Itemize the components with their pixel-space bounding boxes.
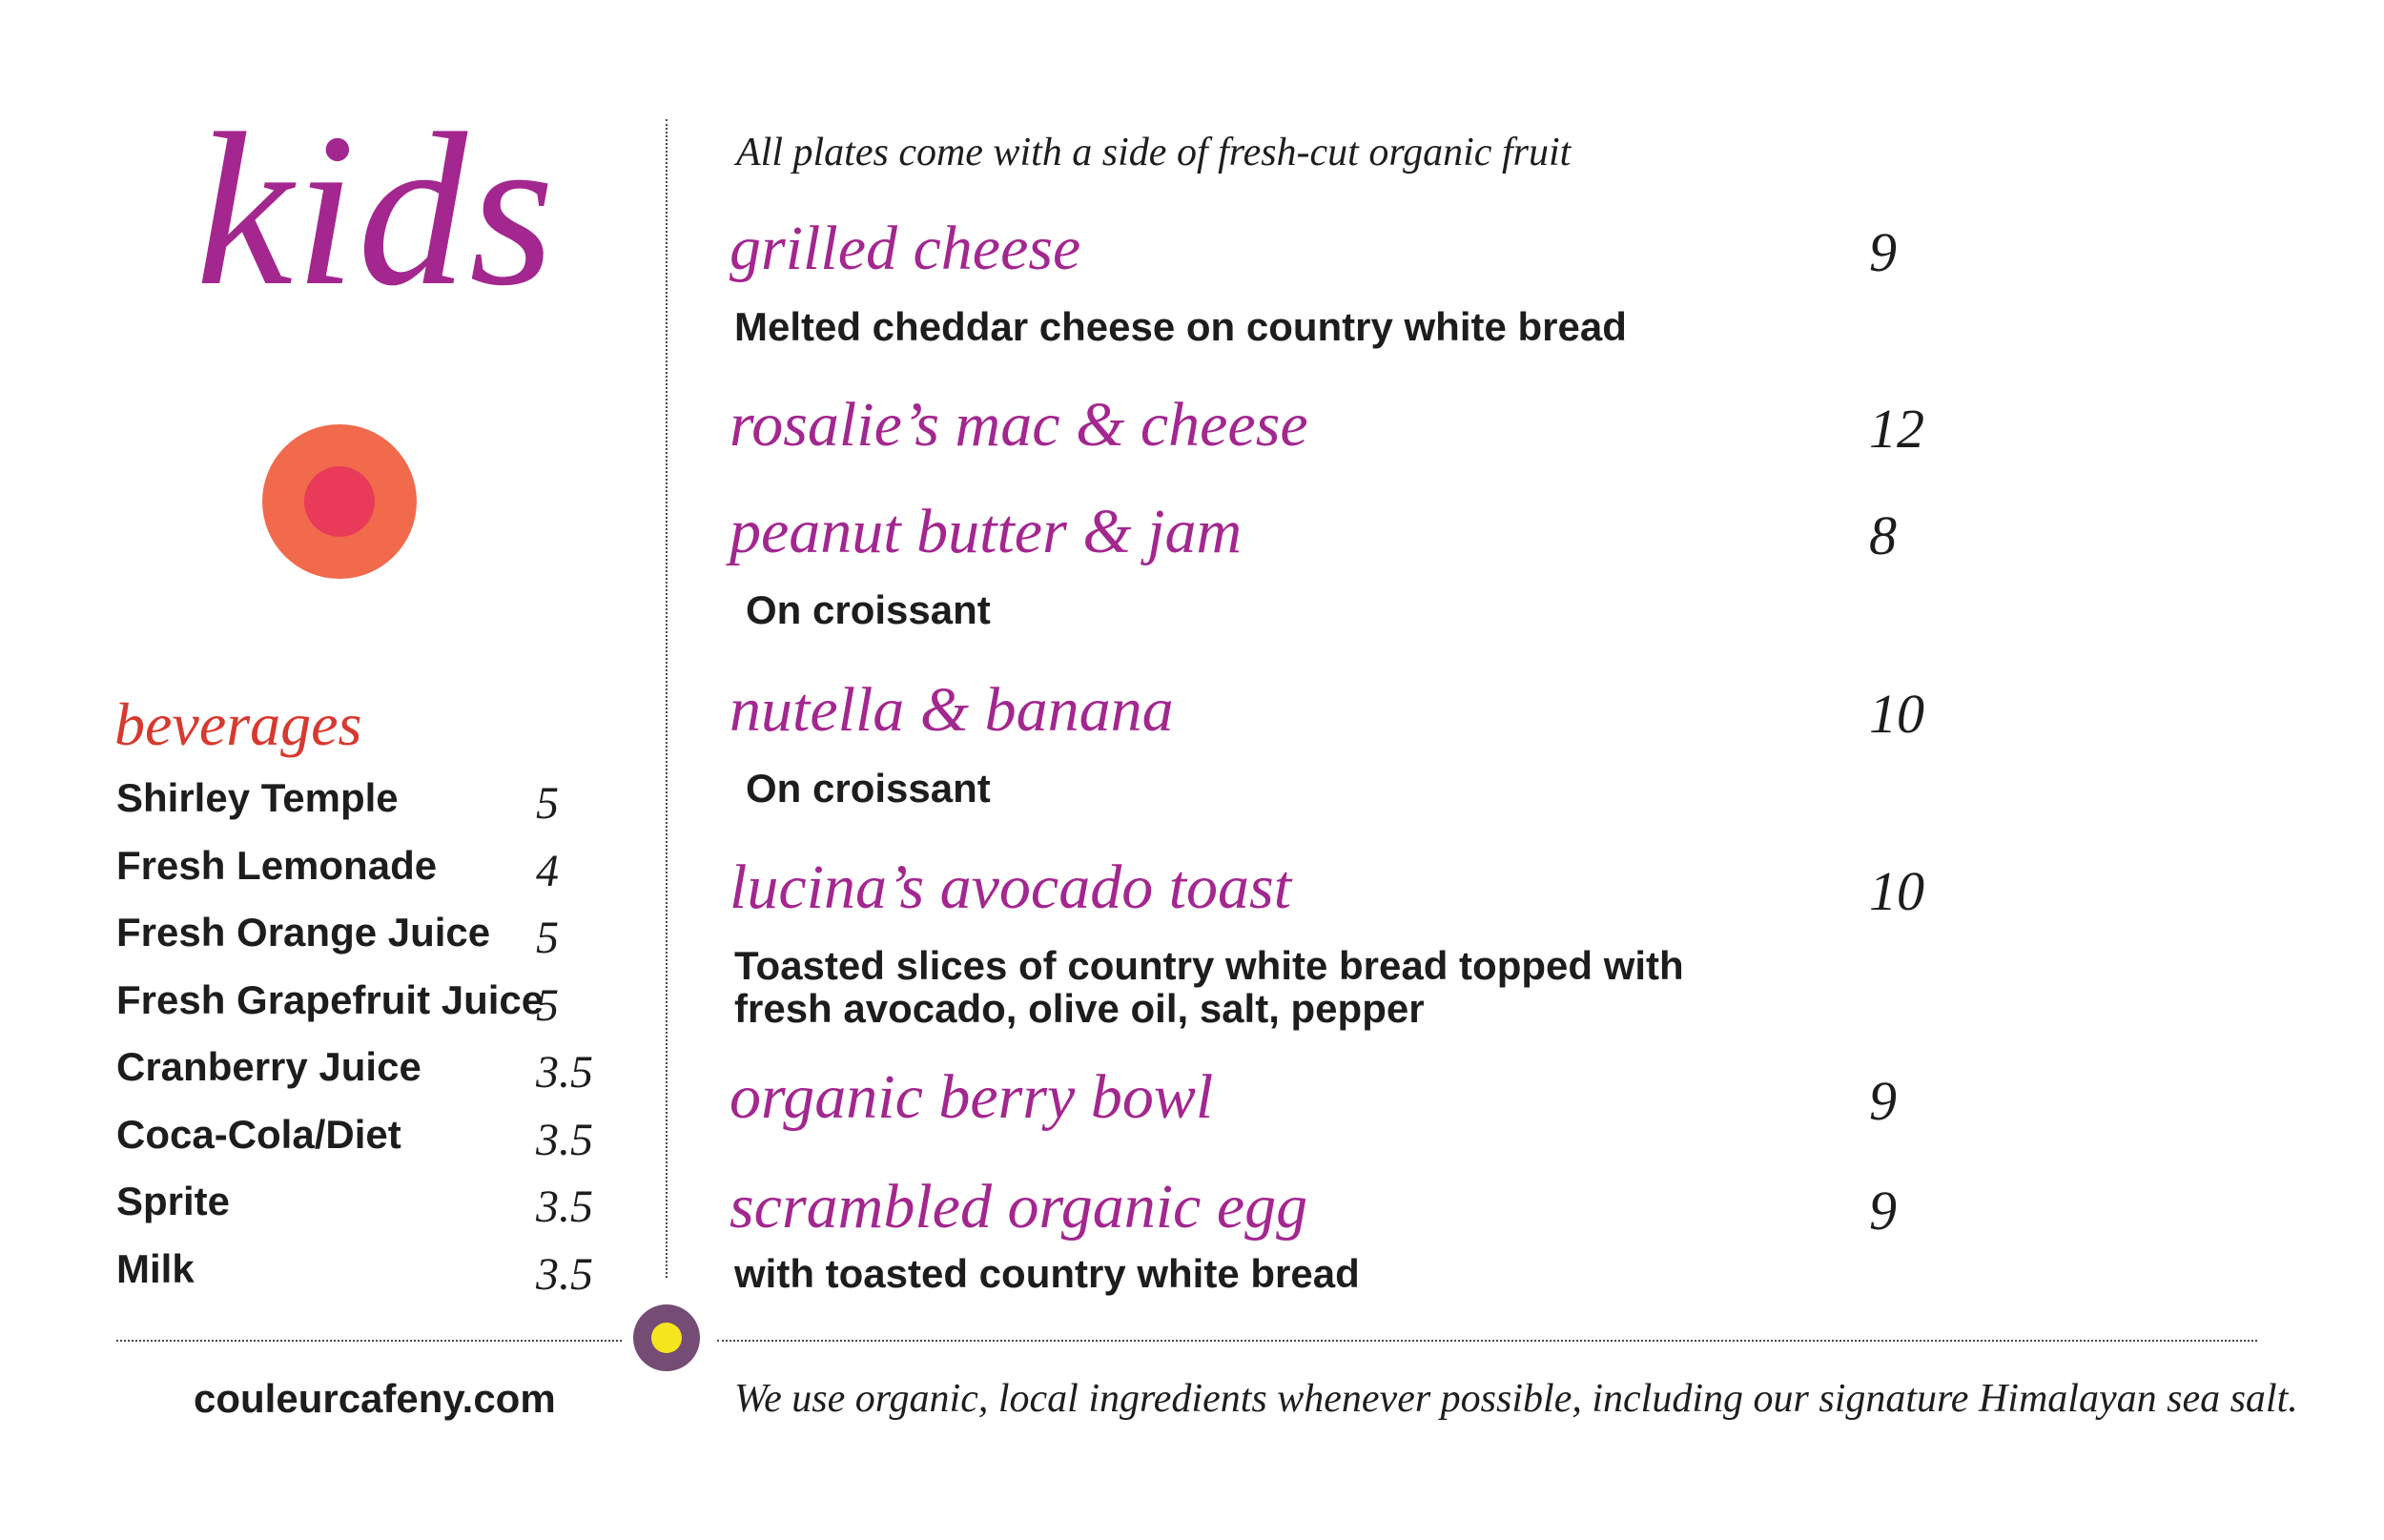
beverage-name: Fresh Grapefruit Juice (116, 976, 545, 1022)
menu-item-description: Melted cheddar cheese on country white bread (734, 304, 1627, 349)
beverage-item (116, 1178, 612, 1245)
fruit-side-note: All plates come with a side of fresh-cut organic fruit (736, 131, 1572, 175)
beverage-price: 5 (536, 778, 559, 829)
menu-item-price: 10 (1869, 683, 1924, 745)
menu-item-price: 9 (1869, 221, 1897, 283)
footer-note: We use organic, local ingredients whenever possible, including our signature Himalayan sea salt. (734, 1377, 2298, 1421)
beverage-price: 5 (536, 913, 559, 963)
menu-item-description: Toasted slices of country white bread topped with fresh avocado, olive oil, salt, pepper (734, 943, 1684, 1032)
beverage-name: Cranberry Juice (116, 1044, 421, 1089)
horizontal-dotted-divider-right (717, 1340, 2257, 1342)
beverage-name: Sprite (116, 1179, 231, 1223)
menu-item-description: with toasted country white bread (734, 1251, 1360, 1296)
beverage-item (116, 1245, 612, 1313)
menu-item-name: grilled cheese (730, 214, 1081, 283)
beverage-item (116, 1043, 612, 1111)
beverage-name: Fresh Lemonade (116, 842, 438, 888)
beverage-item (116, 1111, 612, 1179)
divider-circle-center (651, 1323, 682, 1353)
beverage-price: 5 (536, 979, 559, 1031)
menu-item-description: On croissant (746, 766, 991, 811)
menu-item-name: peanut butter & jam (730, 497, 1243, 566)
menu-item-price: 10 (1869, 860, 1924, 922)
beverage-name: Shirley Temple (116, 775, 399, 820)
website-url: couleurcafeny.com (194, 1376, 556, 1421)
beverage-item (116, 976, 612, 1044)
menu-item-name: scrambled organic egg (730, 1172, 1308, 1242)
decorative-circle-icon (262, 424, 417, 579)
horizontal-dotted-divider-left (116, 1340, 622, 1342)
menu-item-price: 9 (1869, 1180, 1897, 1242)
beverage-item (116, 842, 612, 910)
beverage-name: Coca-Cola/Diet (116, 1111, 401, 1157)
divider-circle-icon (633, 1304, 700, 1371)
beverage-price: 3.5 (536, 1047, 593, 1098)
beverage-price: 3.5 (536, 1181, 593, 1232)
beverage-item (116, 774, 612, 842)
menu-item-description: On croissant (746, 587, 991, 632)
menu-item-name: rosalie’s mac & cheese (730, 390, 1308, 460)
menu-item-name: nutella & banana (730, 675, 1174, 745)
menu-item-price: 9 (1869, 1070, 1897, 1132)
menu-item-price: 8 (1869, 504, 1897, 566)
menu-item-name: lucina’s avocado toast (730, 852, 1292, 922)
menu-item-name: organic berry bowl (730, 1062, 1214, 1132)
menu-item-price: 12 (1869, 398, 1924, 460)
beverage-name: Milk (116, 1245, 195, 1291)
beverage-list (116, 774, 612, 1312)
beverage-item (116, 909, 612, 976)
page-title: kids (195, 88, 557, 331)
beverage-price: 4 (536, 845, 559, 896)
vertical-dotted-divider (666, 119, 668, 1278)
beverages-heading: beverages (114, 690, 362, 758)
decorative-circle-center (304, 466, 375, 537)
beverage-price: 3.5 (536, 1248, 593, 1300)
beverage-name: Fresh Orange Juice (116, 910, 491, 955)
beverage-price: 3.5 (536, 1114, 593, 1165)
